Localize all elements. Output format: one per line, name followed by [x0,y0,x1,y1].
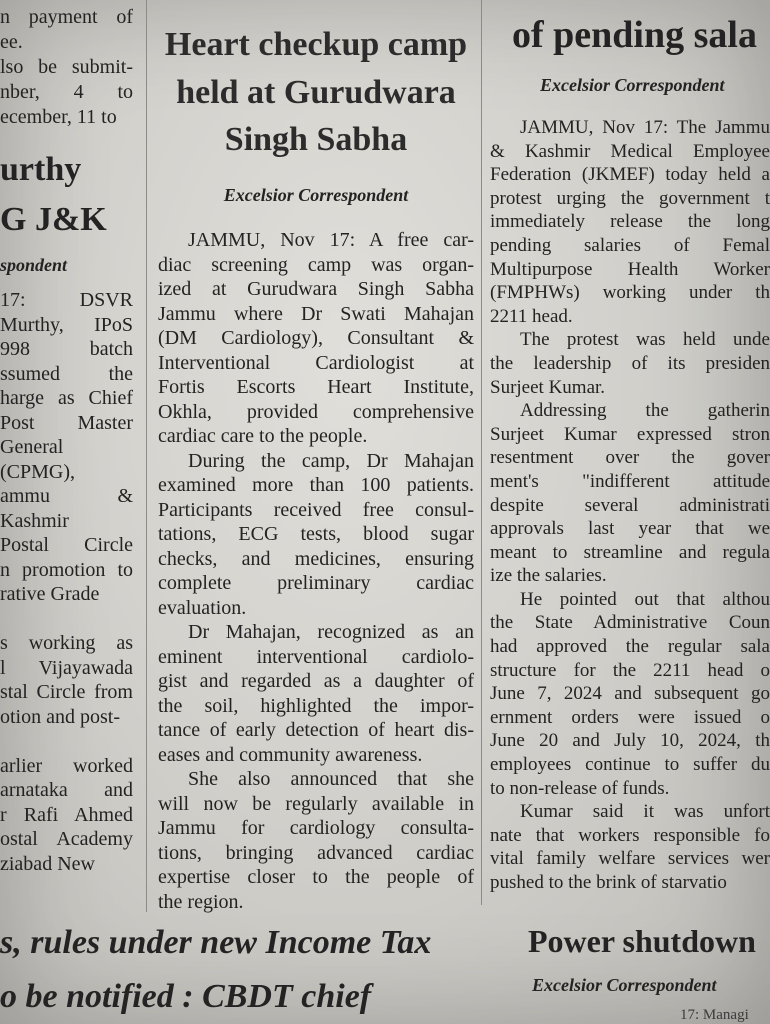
text-line: ziabad New [0,852,95,875]
left-column-byline: spondent [0,255,68,275]
text-line: to non-release of funds. [490,777,670,799]
column-divider [146,0,147,912]
text-line: General [0,436,64,458]
text-line: protest urging the government t [490,187,770,209]
text-line: r Rafi Ahmed [0,803,133,826]
column-divider [481,0,482,905]
left-column-top-text [0,5,133,130]
text-line: the leadership of its presiden [490,352,770,374]
text-line: approvals last year that we [490,518,770,540]
text-line: expertise closer to the people of [158,866,474,888]
bottom-left-headline [0,916,460,1024]
text-line: Surjeet Kumar expressed stron [490,423,770,445]
headline-line: Heart checkup camp [164,26,468,63]
text-line: eases and community awareness. [158,743,423,766]
text-line: checks, and medicines, ensuring [158,547,474,570]
text-line: She also announced that she [188,768,474,790]
paragraph [0,631,133,729]
text-line: Kashmir [0,509,69,532]
headline-line: o be notified : CBDT chief [0,978,372,1015]
text-line: n payment of [0,6,133,28]
text-line: will now be regularly available in [158,792,474,815]
text-line: The protest was held unde [520,329,770,351]
bottom-right-headline: Power shutdown [528,923,756,959]
text-line: vital family welfare services wer [490,848,770,870]
text-line: tations, ECG tests, blood sugar [158,523,474,545]
paragraph [0,288,133,607]
text-line: Participants received free consul- [158,498,474,521]
text-line: lso be submit- [0,56,133,78]
article-byline: Excelsior Correspondent [223,185,409,205]
text-line: pushed to the brink of starvatio [490,872,727,893]
text-line: nber, 4 to [0,81,133,103]
text-line: meant to streamline and regula [490,541,770,563]
text-line: Fortis Escorts Heart Institute, [158,376,474,398]
bottom-right-byline: Excelsior Correspondent [532,975,717,995]
text-line: (CPMG), [0,460,76,483]
text-line: & Kashmir Medical Employee [490,140,770,162]
text-line: JAMMU, Nov 17: The Jammu [520,117,770,138]
paragraph [490,399,770,588]
text-line: tions, bringing advanced cardiac [158,841,474,864]
text-line: Addressing the gatherin [520,400,770,422]
text-line: harge as Chief [0,387,133,409]
text-line: the soil, highlighted the impor- [158,694,474,717]
text-line: Jammu for cardiology consulta- [158,817,474,839]
text-line: ernment orders were issued o [490,706,770,728]
headline-line: G J&K [0,201,107,238]
text-line: Kumar said it was unfort [520,801,770,823]
text-line: otion and post- [0,705,120,728]
right-article-headline: of pending sala [512,14,757,56]
text-line: Murthy, IPoS [0,313,133,336]
text-line: arnataka and [0,779,133,801]
text-line: eminent interventional cardiolo- [158,645,474,668]
paragraph [158,620,474,767]
text-line: Multipurpose Health Worker [490,258,770,280]
paragraph [158,449,474,621]
text-line: evaluation. [158,596,247,619]
text-line: arlier worked [0,754,133,777]
text-line: Dr Mahajan, recognized as an [188,621,474,643]
paragraph [490,800,770,894]
text-line: Okhla, provided comprehensive [158,400,474,423]
text-line: Postal Circle [0,534,133,556]
text-line: nate that workers responsible fo [490,824,770,846]
text-line: cardiac care to the people. [158,425,368,447]
right-article-byline: Excelsior Correspondent [540,75,725,95]
text-line: (DM Cardiology), Consultant & [158,327,474,349]
cropped-text-fragment: 17: Managi [680,1007,749,1023]
text-line: 2211 head. [490,305,573,327]
text-line: During the camp, Dr Mahajan [188,449,474,472]
text-line: Surjeet Kumar. [490,376,606,398]
text-line: pending salaries of Femal [490,234,770,256]
text-line: stal Circle from [0,681,133,703]
article-headline [158,21,474,164]
text-line: 998 batch [0,338,133,360]
right-article-body [490,116,770,895]
text-line: June 20 and July 10, 2024, th [490,730,770,752]
text-line: ecember, 11 to [0,106,117,128]
text-line: Interventional Cardiologist at [158,351,474,374]
text-line: He pointed out that althou [520,588,770,610]
headline-line: urthy [0,151,82,188]
text-line: l Vijayawada [0,656,133,679]
headline-line: s, rules under new Income Tax [0,924,432,961]
text-line: the State Administrative Coun [490,612,770,634]
paragraph [0,754,133,877]
paragraph [0,5,133,55]
text-line: examined more than 100 patients. [158,474,474,496]
text-line: Jammu where Dr Swati Mahajan [158,302,474,325]
left-column-body [0,288,133,876]
text-line: ssumed the [0,362,133,385]
paragraph [490,116,770,328]
text-line: rative Grade [0,583,100,605]
headline-line: held at Gurudwara [176,73,456,111]
text-line: gist and regarded as a daughter of [158,670,474,692]
text-line: diac screening camp was organ- [158,253,474,276]
text-line: n promotion to [0,558,133,581]
text-line: s working as [0,632,133,654]
text-line: complete preliminary cardiac [158,572,474,594]
paragraph [490,588,770,800]
text-line: JAMMU, Nov 17: A free car- [188,229,474,251]
paragraph [490,328,770,399]
text-line: 17: DSVR [0,289,133,311]
text-line: immediately release the long [490,211,770,233]
text-line: employees continue to suffer du [490,754,770,776]
paragraph [158,228,474,449]
text-line: ized at Gurudwara Singh Sabha [158,278,474,300]
text-line: ostal Academy [0,828,133,850]
text-line: ammu & [0,485,133,507]
paragraph [158,767,474,914]
text-line: despite several administrati [490,494,770,516]
text-line: June 7, 2024 and subsequent go [490,683,770,705]
article-body [158,228,474,914]
text-line: had approved the regular sala [490,636,770,658]
text-line: Post Master [0,411,133,434]
paragraph [0,55,133,130]
text-line: structure for the 2211 head o [490,659,770,681]
text-line: (FMPHWs) working under th [490,282,770,304]
text-line: ment's "indifferent attitude [490,470,770,492]
text-line: the region. [158,890,244,913]
text-line: resentment over the gover [490,447,770,469]
headline-line: Singh Sabha [224,121,408,158]
text-line: ee. [0,31,23,53]
text-line: Federation (JKMEF) today held a [490,164,770,186]
text-line: tance of early detection of heart dis- [158,719,474,741]
text-line: ize the salaries. [490,565,607,587]
left-column-headline [0,145,140,245]
